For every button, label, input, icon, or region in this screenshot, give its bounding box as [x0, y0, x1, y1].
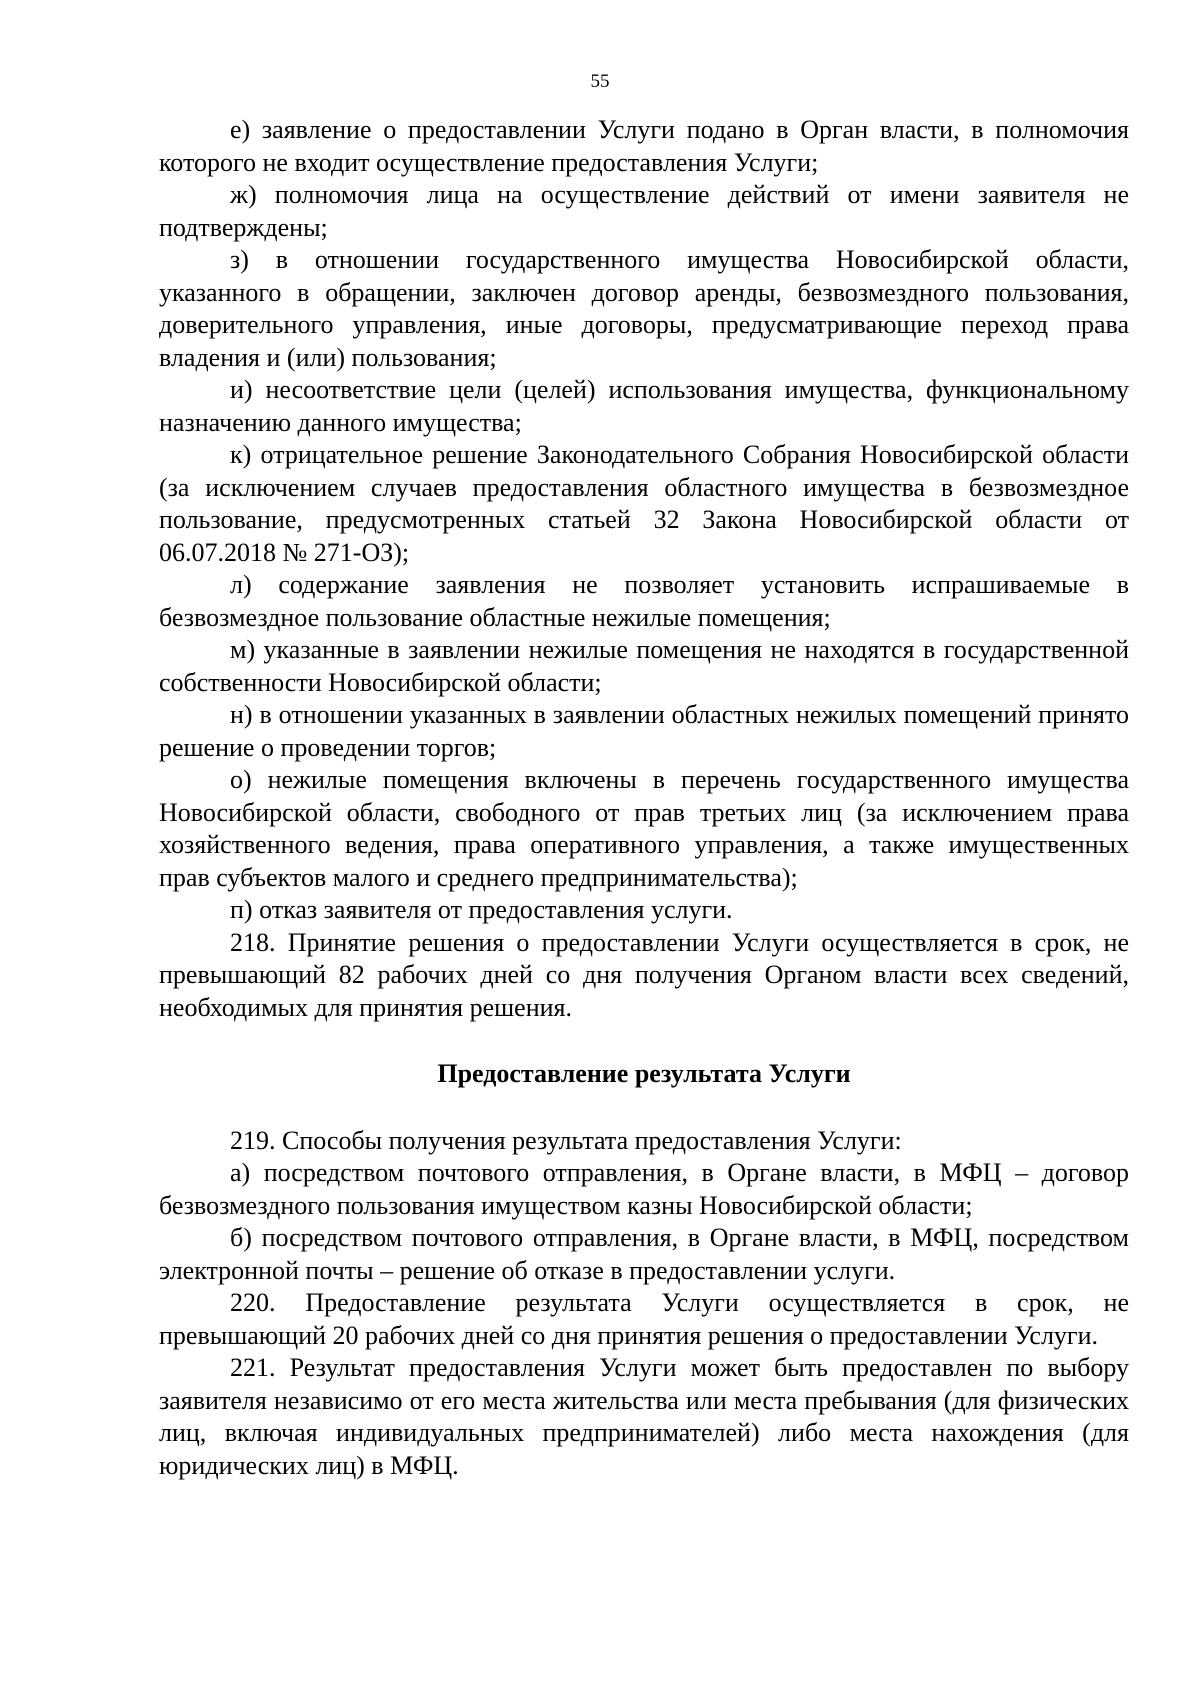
- paragraph-218: 218. Принятие решения о предоставлении Услуги осуществляется в срок, не превышающий 82 рабочих дней со дня получения Органом власти всех сведений, необходимых для принятия решения.: [159, 927, 1129, 1022]
- paragraph-m: м) указанные в заявлении нежилые помещения не находятся в государственной собственности Новосибирской области;: [159, 635, 1129, 697]
- paragraph-n: н) в отношении указанных в заявлении областных нежилых помещений принято решение о проведении торгов;: [159, 700, 1129, 762]
- paragraph-k: к) отрицательное решение Законодательного Собрания Новосибирской области (за исключением случаев предоставления областного имущества в безвозмездное пользование, предусмотренных статьей 32 Закона Новосибирской области от 06.07.2018 № 271-ОЗ);: [159, 440, 1129, 567]
- paragraph-219-a: а) посредством почтового отправления, в Органе власти, в МФЦ – договор безвозмездного пользования имуществом казны Новосибирской области;: [159, 1158, 1129, 1220]
- paragraph-z: з) в отношении государственного имущества Новосибирской области, указанного в обращении, заключен договор аренды, безвозмездного пользования, доверительного управления, иные договоры, предусматривающие переход права владения и (или) пользования;: [159, 245, 1129, 372]
- section-heading: Предоставление результата Услуги: [437, 1059, 851, 1088]
- document-body: [159, 114, 1129, 1482]
- paragraph-e: е) заявление о предоставлении Услуги подано в Орган власти, в полномочия которого не входит осуществление предоставления Услуги;: [159, 115, 1129, 177]
- paragraph-zh: ж) полномочия лица на осуществление действий от имени заявителя не подтверждены;: [159, 180, 1129, 242]
- refusal-grounds-section: [159, 114, 1129, 1024]
- paragraph-219-b: б) посредством почтового отправления, в Органе власти, в МФЦ, посредством электронной почты – решение об отказе в предоставлении услуги.: [159, 1223, 1129, 1285]
- paragraph-p: п) отказ заявителя от предоставления услуги.: [230, 895, 733, 924]
- paragraph-220: 220. Предоставление результата Услуги осуществляется в срок, не превышающий 20 рабочих дней со дня принятия решения о предоставлении Услуги.: [159, 1288, 1129, 1350]
- result-delivery-section: [159, 1125, 1129, 1483]
- paragraph-219: 219. Способы получения результата предоставления Услуги:: [230, 1125, 902, 1155]
- page-number: 55: [590, 71, 610, 92]
- paragraph-i: и) несоответствие цели (целей) использования имущества, функциональному назначению данного имущества;: [159, 375, 1129, 437]
- paragraph-l: л) содержание заявления не позволяет установить испрашиваемые в безвозмездное пользование областные нежилые помещения;: [159, 570, 1129, 632]
- paragraph-221: 221. Результат предоставления Услуги может быть предоставлен по выбору заявителя независимо от его места жительства или места пребывания (для физических лиц, включая индивидуальных предпринимателей) либо места нахождения (для юридических лиц) в МФЦ.: [159, 1353, 1129, 1480]
- paragraph-o: о) нежилые помещения включены в перечень государственного имущества Новосибирской области, свободного от прав третьих лиц (за исключением права хозяйственного ведения, права оперативного управления, а также имущественных прав субъектов малого и среднего предпринимательства);: [159, 765, 1129, 892]
